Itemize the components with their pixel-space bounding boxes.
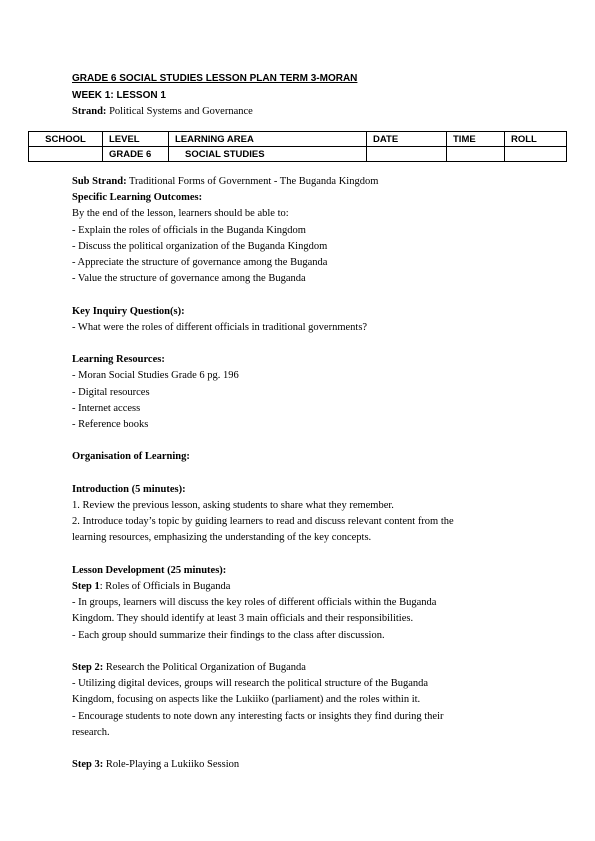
step1-title-line: [72, 579, 542, 595]
introduction-heading: Introduction (5 minutes):: [72, 483, 186, 495]
step2-title: Research the Political Organization of Buganda: [103, 662, 306, 673]
step2-line: Kingdom, focusing on aspects like the Lukiiko (parliament) and the roles within it.: [72, 694, 421, 706]
sub-strand-label: Sub Strand:: [72, 176, 127, 187]
step1-line: Kingdom. They should identify at least 3 main officials and their responsibilities.: [72, 613, 414, 625]
list-item: - Digital resources: [72, 386, 150, 398]
list-item: - Reference books: [72, 419, 149, 431]
cell-date: [367, 147, 447, 162]
strand-value: Political Systems and Governance: [106, 106, 253, 117]
lesson-plan-title: GRADE 6 SOCIAL STUDIES LESSON PLAN TERM 3-MORAN: [72, 73, 358, 84]
list-item: - Moran Social Studies Grade 6 pg. 196: [72, 370, 239, 382]
step2-label: Step 2:: [72, 662, 104, 673]
introduction-line: 1. Review the previous lesson, asking students to share what they remember.: [72, 500, 394, 511]
step2-line: research.: [72, 726, 110, 738]
list-item: - Discuss the political organization of the Buganda Kingdom: [72, 240, 328, 252]
step1-label: Step 1: [72, 581, 100, 592]
step2-line: - Utilizing digital devices, groups will research the political structure of the Buganda: [72, 678, 429, 690]
cell-level: GRADE 6: [103, 147, 169, 162]
introduction-line: learning resources, emphasizing the understanding of the key concepts.: [72, 532, 372, 544]
outcomes-intro: By the end of the lesson, learners should be able to:: [72, 208, 289, 220]
step3-label: Step 3:: [72, 759, 104, 771]
list-item: - Value the structure of governance among the Buganda: [72, 273, 306, 285]
list-item: - Explain the roles of officials in the Buganda Kingdom: [72, 224, 306, 236]
lesson-body: [72, 174, 542, 773]
resources-heading: Learning Resources:: [72, 354, 165, 366]
sub-strand-line: [72, 174, 542, 190]
lesson-info-table: [28, 131, 567, 162]
step2-line: - Encourage students to note down any interesting facts or insights they find during their: [72, 710, 444, 722]
cell-school: [29, 147, 103, 162]
list-item: - What were the roles of different officials in traditional governments?: [72, 321, 368, 333]
cell-learning-area: SOCIAL STUDIES: [169, 147, 367, 162]
cell-time: [447, 147, 505, 162]
header-level: LEVEL: [103, 132, 169, 147]
header-roll: ROLL: [505, 132, 567, 147]
table-header-row: [29, 132, 567, 147]
development-heading: Lesson Development (25 minutes):: [72, 564, 227, 576]
step1-line: - Each group should summarize their findings to the class after discussion.: [72, 629, 385, 641]
step3-title: Role-Playing a Lukiiko Session: [103, 759, 240, 771]
step3-title-line: [72, 757, 542, 773]
step1-line: - In groups, learners will discuss the key roles of different officials within the Buganda: [72, 597, 437, 609]
header-school: SCHOOL: [29, 132, 103, 147]
cell-roll: [505, 147, 567, 162]
step2-title-line: [72, 660, 542, 676]
header-learning-area: LEARNING AREA: [169, 132, 367, 147]
list-item: - Appreciate the structure of governance among the Buganda: [72, 257, 328, 269]
week-lesson-label: WEEK 1: LESSON 1: [72, 90, 166, 101]
introduction-line: 2. Introduce today’s topic by guiding learners to read and discuss relevant content from the: [72, 516, 454, 528]
table-row: [29, 147, 567, 162]
header-date: DATE: [367, 132, 447, 147]
step1-title: : Roles of Officials in Buganda: [99, 581, 231, 592]
inquiry-heading: Key Inquiry Question(s):: [72, 305, 185, 317]
list-item: - Internet access: [72, 402, 141, 414]
outcomes-heading: Specific Learning Outcomes:: [72, 192, 203, 204]
strand-label: Strand:: [72, 106, 107, 117]
sub-strand-value: Traditional Forms of Government - The Buganda Kingdom: [126, 176, 379, 187]
strand-line: [72, 106, 253, 117]
organisation-heading: Organisation of Learning:: [72, 451, 190, 463]
header-time: TIME: [447, 132, 505, 147]
